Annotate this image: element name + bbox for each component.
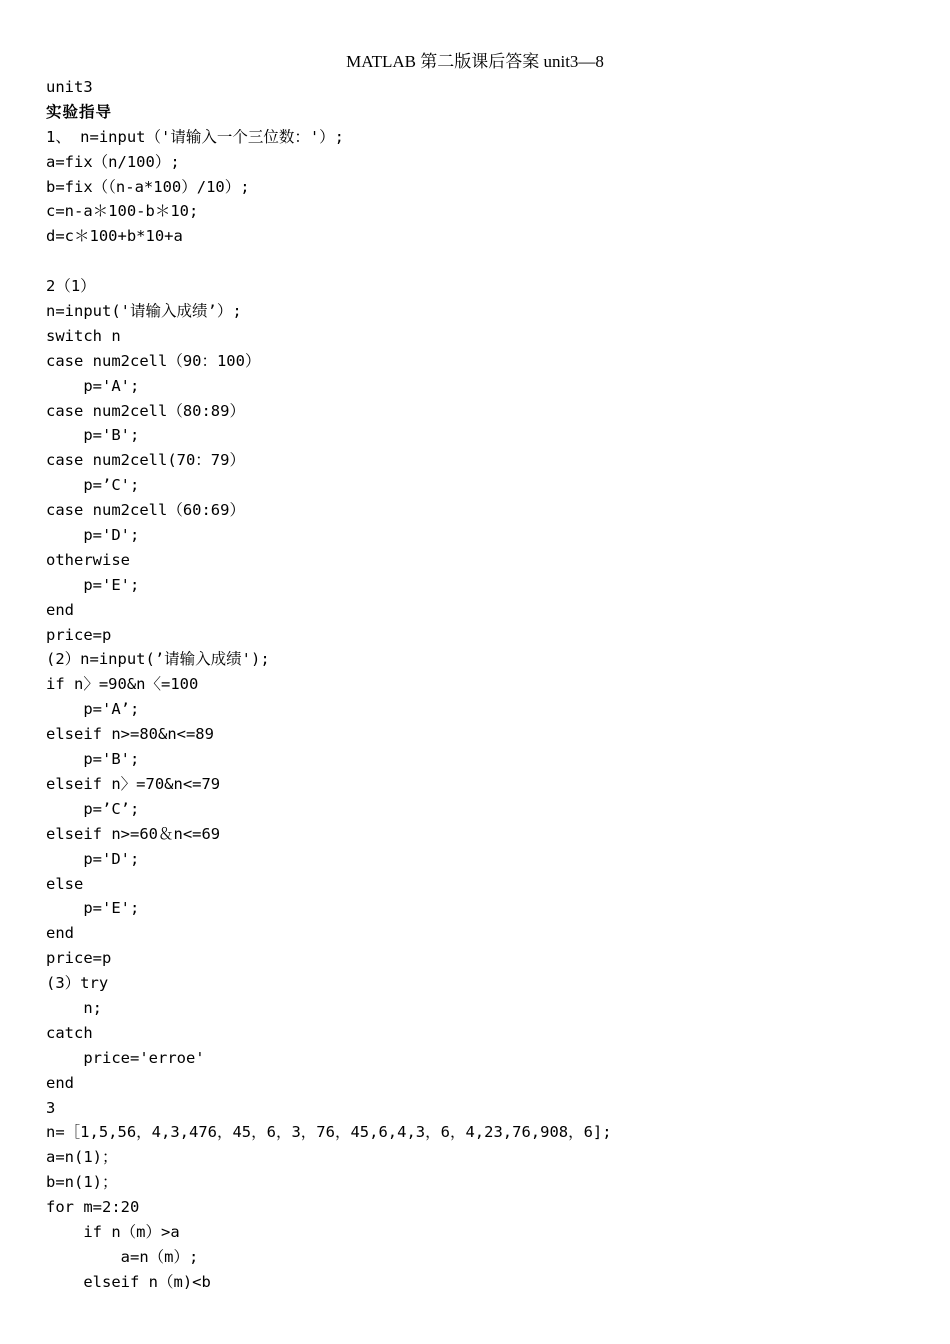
code-line: price=p [46, 949, 112, 968]
code-line: case num2cell(70：79） [46, 451, 245, 470]
code-line: p='B'; [46, 750, 140, 769]
code-line: p=’C’; [46, 799, 140, 818]
document-title: MATLAB 第二版课后答案 unit3—8 [346, 52, 604, 71]
code-line: b=fix（（n-a*100）/10）; [46, 177, 250, 196]
code-line: elseif n（m)<b [46, 1272, 211, 1291]
code-line: p='E'; [46, 575, 140, 594]
code-line: p='D'; [46, 526, 140, 545]
code-line: elseif n>=60＆n<=69 [46, 824, 221, 843]
code-line: 1、 n=input（'请输入一个三位数：'）; [46, 127, 344, 146]
code-line: otherwise [46, 550, 130, 569]
code-line: n; [46, 998, 102, 1017]
code-line: catch [46, 1023, 93, 1042]
code-line: a=fix（n/100）; [46, 152, 180, 171]
code-line: c=n-a＊100-b＊10; [46, 202, 199, 221]
code-line: 3 [46, 1098, 56, 1117]
code-listing [46, 75, 930, 1295]
code-line: p='D'; [46, 849, 140, 868]
code-line: price='erroe' [46, 1048, 205, 1067]
code-line: (2）n=input(’请输入成绩'); [46, 650, 270, 669]
code-line [46, 249, 930, 274]
code-line: p=’C'; [46, 476, 140, 495]
code-line: end [46, 1073, 74, 1092]
code-line: case num2cell（80:89） [46, 401, 245, 420]
code-line: n=input('请输入成绩’）; [46, 302, 242, 321]
code-line: elseif n〉=70&n<=79 [46, 774, 221, 793]
code-line: if n〉=90&n〈=100 [46, 675, 199, 694]
code-line: a=n(1)； [46, 1148, 118, 1167]
code-line: end [46, 924, 74, 943]
code-line: case num2cell（60:69） [46, 501, 245, 520]
code-line: b=n(1)； [46, 1173, 118, 1192]
code-line: end [46, 600, 74, 619]
code-line: p='E'; [46, 899, 140, 918]
code-line: switch n [46, 326, 121, 345]
code-line: n=［1,5,56，4,3,476，45，6，3，76，45,6,4,3，6，4,23,76,908，6]; [46, 1123, 612, 1142]
code-line: p='B'; [46, 426, 140, 445]
code-line: (3）try [46, 974, 109, 993]
code-line: elseif n>=80&n<=89 [46, 725, 214, 744]
code-line: case num2cell（90：100） [46, 351, 261, 370]
code-line: if n（m）>a [46, 1222, 180, 1241]
section-heading: 实验指导 [46, 102, 113, 121]
code-line: d=c＊100+b*10+a [46, 227, 183, 246]
code-line: a=n（m）; [46, 1247, 199, 1266]
code-line: p='A'; [46, 376, 140, 395]
code-line: unit3 [46, 78, 93, 96]
code-line: price=p [46, 625, 112, 644]
code-line: 2（1） [46, 277, 96, 296]
code-line: p='A’; [46, 700, 140, 719]
code-line: for m=2:20 [46, 1198, 140, 1217]
code-line: else [46, 874, 84, 893]
